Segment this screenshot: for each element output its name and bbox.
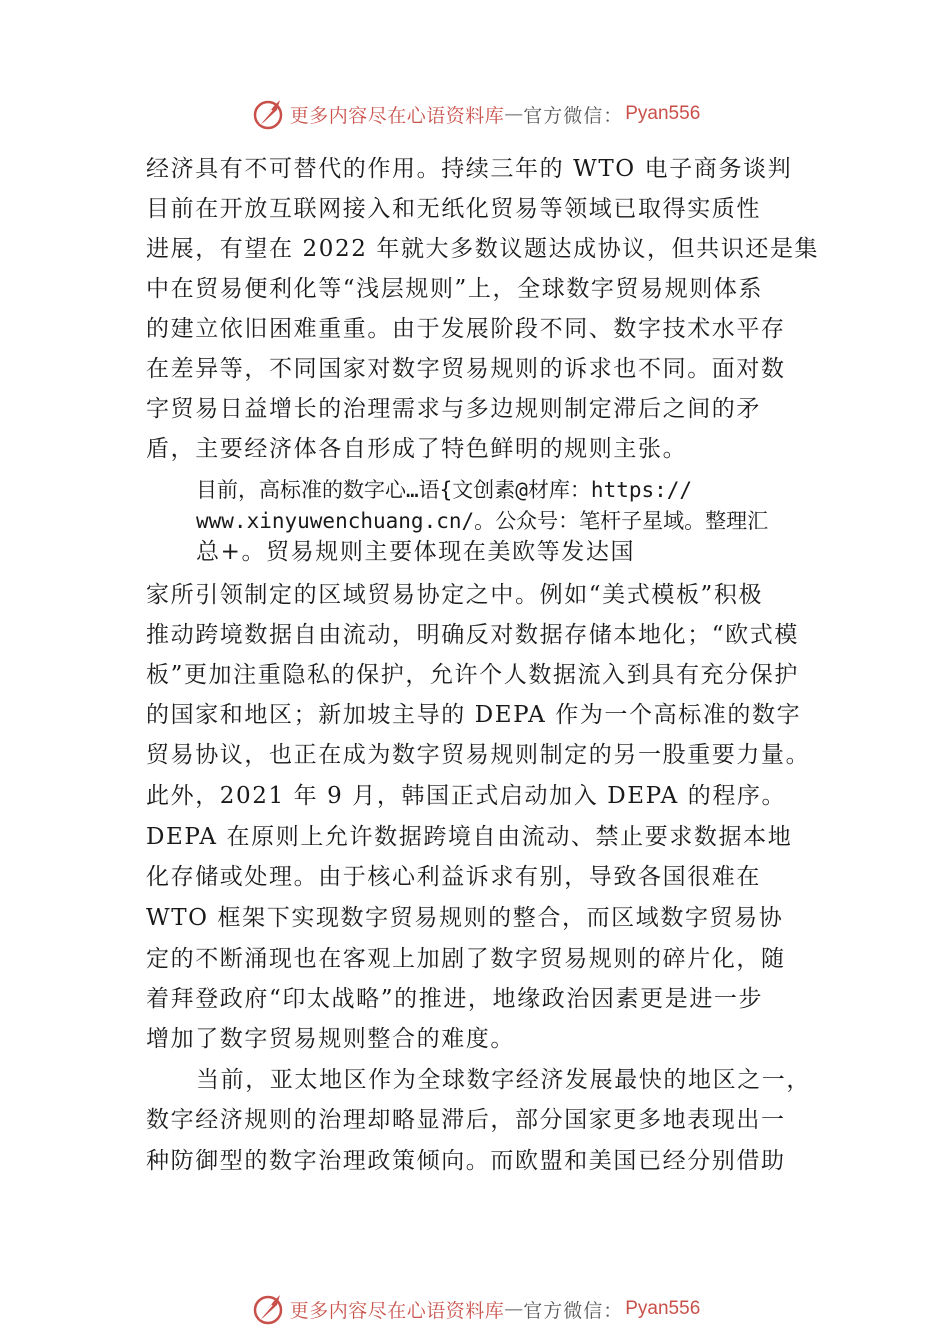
text-line: 当前，亚太地区作为全球数字经济发展最快的地区之一，	[196, 1067, 811, 1093]
watermark-line: www.xinyuwenchuang.cn/。公众号：笔杆子星域。整理汇	[196, 509, 769, 533]
text-line: WTO 框架下实现数字贸易规则的整合，而区域数字贸易协	[146, 905, 784, 931]
text-line: 推动跨境数据自由流动，明确反对数据存储本地化；“欧式模	[146, 622, 799, 648]
text-line: 增加了数字贸易规则整合的难度。	[146, 1026, 515, 1052]
text-line: 目前在开放互联网接入和无纸化贸易等领域已取得实质性	[146, 196, 761, 222]
footer-banner	[0, 1287, 950, 1331]
watermark-line: 目前，高标准的数字心…语{文创素@材库：https://	[196, 478, 693, 502]
quill-logo-icon	[250, 1291, 286, 1327]
text-line: 进展，有望在 2022 年就大多数议题达成协议，但共识还是集	[146, 236, 820, 262]
text-line: 的建立依旧困难重重。由于发展阶段不同、数字技术水平存	[146, 316, 786, 342]
banner-sub-text: 官方微信：	[523, 1299, 624, 1322]
text-line: 中在贸易便利化等“浅层规则”上，全球数字贸易规则体系	[146, 276, 764, 302]
banner-wechat-id: Pyan556	[625, 103, 701, 124]
text-line: 家所引领制定的区域贸易协定之中。例如“美式模板”积极	[146, 582, 764, 608]
banner-dash: —	[504, 1298, 524, 1320]
text-line: 种防御型的数字治理政策倾向。而欧盟和美国已经分别借助	[146, 1148, 786, 1174]
text-line: 盾，主要经济体各自形成了特色鲜明的规则主张。	[146, 436, 688, 462]
text-line: 此外，2021 年 9 月，韩国正式启动加入 DEPA 的程序。	[146, 783, 787, 809]
text-line: 化存储或处理。由于核心利益诉求有别，导致各国很难在	[146, 864, 761, 890]
banner-dash: —	[504, 103, 524, 125]
text-line: 经济具有不可替代的作用。持续三年的 WTO 电子商务谈判	[146, 156, 793, 182]
text-line: 定的不断涌现也在客观上加剧了数字贸易规则的碎片化，随	[146, 946, 786, 972]
text-line: DEPA 在原则上允许数据跨境自由流动、禁止要求数据本地	[146, 824, 793, 850]
text-line: 着拜登政府“印太战略”的推进，地缘政治因素更是进一步	[146, 986, 764, 1012]
text-line: 贸易协议，也正在成为数字贸易规则制定的另一股重要力量。	[146, 742, 811, 768]
text-line: 的国家和地区；新加坡主导的 DEPA 作为一个高标准的数字	[146, 702, 802, 728]
banner-main-text: 更多内容尽在心语资料库	[289, 104, 505, 127]
text-line: 字贸易日益增长的治理需求与多边规则制定滞后之间的矛	[146, 396, 761, 422]
text-line: 在差异等，不同国家对数字贸易规则的诉求也不同。面对数	[146, 356, 786, 382]
banner-wechat-id: Pyan556	[625, 1298, 701, 1319]
text-line: 总+。贸易规则主要体现在美欧等发达国	[196, 539, 636, 565]
text-line: 板”更加注重隐私的保护，允许个人数据流入到具有充分保护	[146, 662, 799, 688]
banner-sub-text: 官方微信：	[523, 104, 624, 127]
banner-main-text: 更多内容尽在心语资料库	[289, 1299, 505, 1322]
text-line: 数字经济规则的治理却略显滞后，部分国家更多地表现出一	[146, 1107, 786, 1133]
